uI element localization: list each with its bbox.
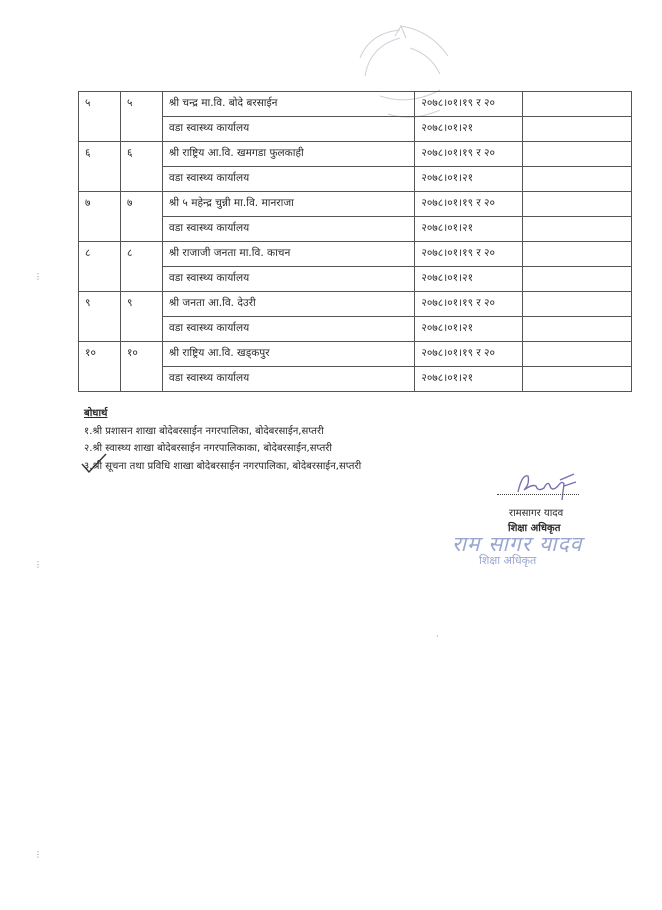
number-cell: ८ — [120, 242, 162, 292]
table-row — [79, 92, 632, 117]
date-cell: २०७८।०१।१९ र २० — [415, 292, 523, 317]
date-cell: २०७८।०१।१९ र २० — [415, 92, 523, 117]
office-cell: वडा स्वास्थ्य कार्यालय — [162, 367, 414, 392]
date-cell: २०७८।०१।२१ — [415, 367, 523, 392]
scan-speck: · — [436, 632, 439, 641]
date-cell: २०७८।०१।१९ र २० — [415, 192, 523, 217]
table-row — [79, 192, 632, 217]
copy-to-item: ३.श्री सूचना तथा प्रविधि शाखा बोदेबरसाईन नगरपालिका, बोदेबरसाईन,सप्तरी — [84, 460, 362, 472]
school-cell: श्री राष्ट्रिय आ.वि. खमगडा फुलकाही — [162, 142, 414, 167]
table-row — [79, 167, 632, 192]
date-cell: २०७८।०१।१९ र २० — [415, 342, 523, 367]
schedule-table — [78, 91, 632, 392]
check-mark-icon — [80, 452, 110, 474]
copy-to-item: १.श्री प्रशासन शाखा बोदेबरसाईन नगरपालिका, बोदेबरसाईन,सप्तरी — [84, 425, 324, 437]
signature-line — [497, 494, 579, 495]
number-cell: ५ — [120, 92, 162, 142]
date-cell: २०७८।०१।१९ र २० — [415, 142, 523, 167]
serial-cell: ६ — [79, 142, 121, 192]
date-cell: २०७८।०१।२१ — [415, 317, 523, 342]
number-cell: १० — [120, 342, 162, 392]
date-cell: २०७८।०१।२१ — [415, 267, 523, 292]
office-cell: वडा स्वास्थ्य कार्यालय — [162, 267, 414, 292]
serial-cell: ९ — [79, 292, 121, 342]
table-row — [79, 242, 632, 267]
scan-speck: ⋮ — [34, 272, 42, 281]
remarks-cell — [523, 192, 632, 217]
remarks-cell — [523, 242, 632, 267]
table-row — [79, 317, 632, 342]
serial-cell: ८ — [79, 242, 121, 292]
scan-speck: ⋮ — [34, 850, 42, 859]
office-cell: वडा स्वास्थ्य कार्यालय — [162, 117, 414, 142]
handwritten-signature — [508, 470, 588, 500]
table-row — [79, 367, 632, 392]
table-row — [79, 292, 632, 317]
date-cell: २०७८।०१।२१ — [415, 117, 523, 142]
remarks-cell — [523, 117, 632, 142]
number-cell: ६ — [120, 142, 162, 192]
school-cell: श्री जनता आ.वि. देउरी — [162, 292, 414, 317]
school-cell: श्री राजाजी जनता मा.वि. काचन — [162, 242, 414, 267]
scan-speck: ⋮ — [34, 560, 42, 569]
number-cell: ७ — [120, 192, 162, 242]
date-cell: २०७८।०१।२१ — [415, 217, 523, 242]
remarks-cell — [523, 317, 632, 342]
serial-cell: ५ — [79, 92, 121, 142]
table-row — [79, 217, 632, 242]
copy-to-heading: बोधार्थ — [84, 408, 108, 419]
name-stamp: राम सागर यादव — [452, 532, 583, 556]
table-row — [79, 342, 632, 367]
table-row — [79, 142, 632, 167]
school-cell: श्री ५ महेन्द्र चुन्नी मा.वि. मानराजा — [162, 192, 414, 217]
remarks-cell — [523, 342, 632, 367]
serial-cell: १० — [79, 342, 121, 392]
table-row — [79, 267, 632, 292]
copy-to-list — [84, 405, 361, 475]
date-cell: २०७८।०१।२१ — [415, 167, 523, 192]
serial-cell: ७ — [79, 192, 121, 242]
office-cell: वडा स्वास्थ्य कार्यालय — [162, 217, 414, 242]
signatory-name: रामसागर यादव — [509, 508, 564, 519]
copy-to-item: २.श्री स्वास्थ्य शाखा बोदेबरसाईन नगरपालिकाका, बोदेबरसाईन,सप्तरी — [84, 443, 332, 454]
school-cell: श्री राष्ट्रिय आ.वि. खड्कपुर — [162, 342, 414, 367]
title-stamp: शिक्षा अधिकृत — [479, 554, 537, 567]
date-cell: २०७८।०१।१९ र २० — [415, 242, 523, 267]
signatory-title: शिक्षा अधिकृत — [508, 523, 561, 534]
school-cell: श्री चन्द्र मा.वि. बोदे बरसाईन — [162, 92, 414, 117]
remarks-cell — [523, 217, 632, 242]
remarks-cell — [523, 142, 632, 167]
remarks-cell — [523, 292, 632, 317]
table-row — [79, 117, 632, 142]
remarks-cell — [523, 167, 632, 192]
number-cell: ९ — [120, 292, 162, 342]
remarks-cell — [523, 267, 632, 292]
remarks-cell — [523, 92, 632, 117]
office-cell: वडा स्वास्थ्य कार्यालय — [162, 167, 414, 192]
remarks-cell — [523, 367, 632, 392]
office-cell: वडा स्वास्थ्य कार्यालय — [162, 317, 414, 342]
